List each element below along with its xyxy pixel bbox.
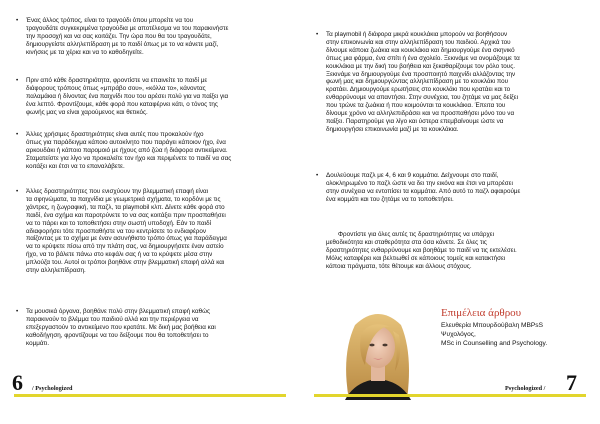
paragraph-playmobil: Τα playmobil ή διάφορα μικρά κουκλάκια μπορούν να βοηθήσουν στην επικοινωνία και στην αλληλεπίδραση του παιδιού. Αρχικά του δίνουμε κάποια ζωάκια και κουκλάκια και δημιουργούμε ένα σκηνικό όπως μια φάρμα, ένα σπίτι ή ένα σχολείο. Ξεκινάμε να ονομάζουμε τα κουκλάκια με την δική του βοήθεια και ξεκαθαρίζουμε τον ρόλο τους. Ξεκινάμε να δημιουργούμε ένα προσποιητό παιχνίδι αλλάζοντας την φωνή μας και δημιουργώντας αλληλεπίδραση με το κουκλάκι που κρατάει. Δημιουργούμε ερωτήσεις στο κουκλάκι που κρατάει και το ενθαρρύνουμε να απαντήσει. Στην συνέχεια, του ζητάμε να μας δείξει που τρώνε τα ζωάκια ή που κοιμούνται τα κουκλάκια. Έπειτα του δίνουμε χρόνο να αλληλεπιδράσει και να προσπαθήσει μόνο του να παίξει. Παρατηρούμε για λίγο και ύστερα επεμβαίνουμε ώστε να δημιουργήσει επικοινωνία μαζί με τα κουκλάκια. [326,31,520,133]
magazine-name-left: / Psychologized [32,385,73,392]
paragraph-consistency: Φροντίστε για όλες αυτές τις δραστηριότητες να υπάρχει μεθοδικότητα και σταθερότητα στα όσα κάνετε. Σε όλες τις δραστηριότητες ενθαρρύνουμε και βοηθάμε το παιδί να τις εκτελέσει. Μόλις καταφέρει και βελτιωθεί σε κάποιους τομείς και κατακτήσει κάποια πράγματα, τότε θέτουμε και άλλους στόχους. [326,231,517,270]
bullet: • [316,172,319,179]
paragraph-eye-contact-activities: Άλλες δραστηριότητες που ενισχύουν την βλεμματική επαφή είναι τα σφηνώματα, τα παιχνίδια με γεωμετρικά σχήματα, το κορδόνι με τις χάντρες, η ζωγραφική, τα παζλ, τα playmobil κλπ. Δίνετε κάθε φορά στο παιδί, ένα σχήμα και παροτρύνετε το να σας κοιτάξει πριν προσπαθήσει να το πάρει και το τοποθετήσει στην σωστή υποδοχή. Εάν το παιδί αδιαφορήσει τότε προσπαθήστε να του κεντρίσετε το ενδιαφέρον παίζοντας με το σχήμα με έναν ασυνήθιστο τρόπο όπως για παράδειγμα να το κρύψετε πίσω από την πλάτη σας, να δημιουργήσετε έναν αστείο ήχο, να το βάλετε πάνω στο κεφάλι σας ή να το κρύψετε μέσα στην μπλούζα του. Αυτοί οι τρόποι βοηθάνε στην βλεμματική επαφή αλλά και στην αλληλεπίδραση. [26,188,227,275]
magazine-name-right: Psychologized / [505,385,546,392]
paragraph-puzzles: Δουλεύουμε παζλ με 4, 6 και 9 κομμάτια. Δείχνουμε στο παιδί, ολοκληρωμένο το παζλ ώστε να δει την εικόνα και έτσι να μπορέσει στην συνέχεια να εντοπίσει τα κομμάτια. Από αυτό το παζλ αφαιρούμε ένα κομμάτι και του ζητάμε να το τοποθετήσει. [326,172,521,203]
paragraph-praise: Πριν από κάθε δραστηριότητα, φροντίστε να επαινείτε το παιδί με διάφορους τρόπους όπως «μπράβο σου», «κόλλα το», κάνοντας παλαμάκια ή δίνοντας ένα παιχνίδι που του αρέσει πολύ για να παίξει για ένα λεπτό. Φροντίζουμε, κάθε φορά που καταφέρνει κάτι, ο τόνος της φωνής μας να είναι χαρούμενος και θετικός. [26,77,229,116]
paragraph-musical-instruments: Τα μουσικά όργανα, βοηθάνε πολύ στην βλεμματική επαφή καθώς παρακινούν το βλέμμα του παιδιού αλλά και την περιέργεια να επεξεργαστούν το αντικείμενο που κρατάτε. Με δική μας βοήθεια και καθοδήγηση, φροντίζουμε να του δείξουμε που θα τοποθετήσει το κομμάτι. [26,308,216,347]
bullet: • [16,77,19,84]
page-number-right: 7 [566,370,577,395]
footer-accent-bar-right [314,394,586,397]
author-role: Ψυχολόγος, [441,331,476,338]
author-box-heading: Επιμέλεια άρθρου [441,307,522,319]
paragraph-sound-toys: Άλλες χρήσιμες δραστηριότητες είναι αυτές που προκαλούν ήχο όπως για παράδειγμα κάποιο αυτοκίνητο που παράγει κάποιον ήχο, ένα αρκουδάκι ή κάποιο παρομοιό με ήχους από ζώα ή διάφορα αντικείμενα. Σταματείστε για λίγο να προκαλείτε τον ήχο και περιμένετε το παιδί να σας κοιτάξει και έτσι να το επαναλάβετε. [26,131,232,170]
bullet: • [316,31,319,38]
paragraph-singing: Ένας άλλος τρόπος, είναι το τραγούδι όπου μπορείτε να του τραγουδάτε συγκεκριμένα τραγούδια με αποτέλεσμα να του παρακινήστε την προσοχή και να σας κοιτάζει. Την ώρα που θα του τραγουδάτε, δημιουργείστε αλληλεπίδραση με το παιδί όπως με το να κάνετε μαζί, κινήσεις με τα χέρια και να το καθοδηγείτε. [26,17,229,56]
author-photo-icon [325,305,431,400]
author-name: Ελευθερία Μπουρδούβαλη MBPsS [441,322,544,329]
bullet: • [16,188,19,195]
footer-accent-bar-left [14,394,286,397]
page-number-left: 6 [12,370,23,395]
bullet: • [16,131,19,138]
author-degree: MSc in Counselling and Psychology. [441,340,548,347]
bullet: • [16,17,19,24]
bullet: • [16,308,19,315]
author-photo [325,305,431,400]
